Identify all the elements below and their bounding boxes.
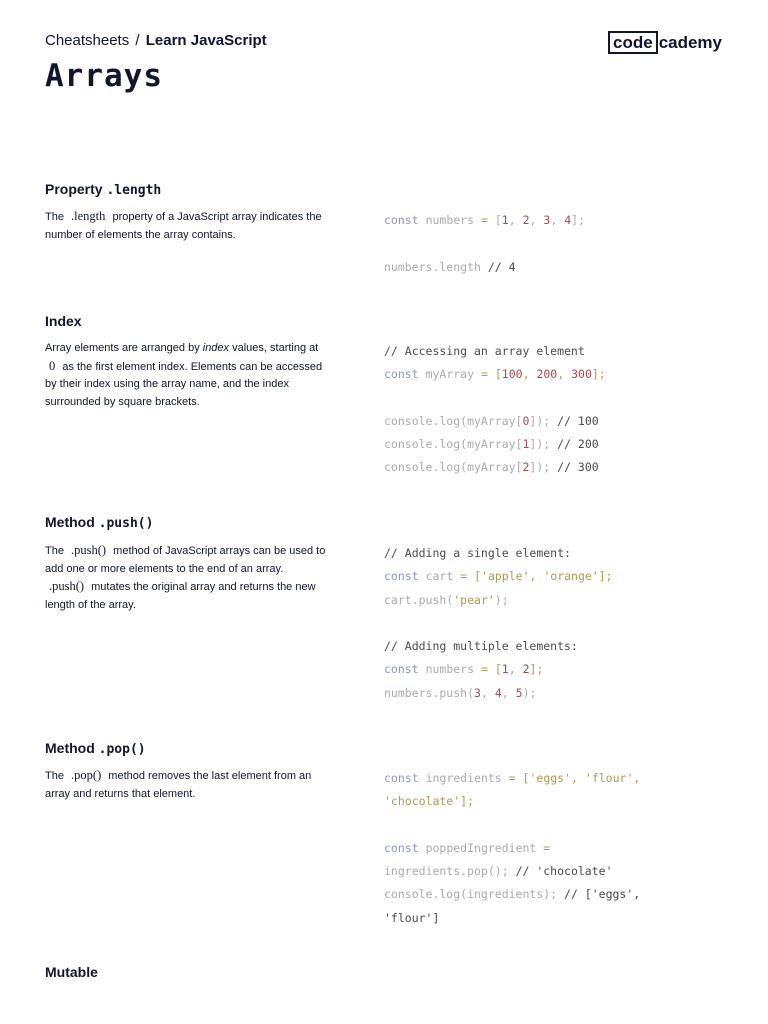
code-token: = xyxy=(508,771,516,785)
code-token: 1 xyxy=(501,662,509,677)
logo-box: code xyxy=(608,31,658,54)
code-token: 2 xyxy=(522,662,530,677)
code-token: , xyxy=(550,213,558,227)
code-token: 3 xyxy=(474,685,481,700)
code-token: 'eggs' xyxy=(529,771,572,785)
code-token: [ xyxy=(494,367,502,382)
section-title-prefix: Property xyxy=(45,181,103,197)
code-token: = xyxy=(480,662,488,677)
code-comment: // 200 xyxy=(557,437,599,452)
inline-code: 0 xyxy=(49,358,56,373)
code-token: = xyxy=(460,569,468,584)
desc-text: The xyxy=(45,211,64,223)
inline-code: .push() xyxy=(49,579,85,593)
code-token: 'pear' xyxy=(453,592,495,607)
desc-text: Array elements are arranged by xyxy=(45,342,200,354)
code-token: const xyxy=(384,662,419,677)
desc-text: values, starting at xyxy=(232,342,319,354)
code-comment: // Adding multiple elements: xyxy=(384,639,578,654)
page-title: Arrays xyxy=(45,58,163,94)
code-token: ]; xyxy=(598,569,613,584)
code-comment: // 'chocolate' xyxy=(515,864,613,879)
section-desc-index xyxy=(45,340,335,411)
inline-code: .length xyxy=(71,209,106,223)
code-token: const xyxy=(384,367,419,382)
desc-text: as the first element index. Elements can be accessed by their index using the array name, and the index surrounded by square brackets. xyxy=(45,360,323,408)
code-block-push xyxy=(384,542,613,705)
code-token: console.log(myArray[ xyxy=(384,460,523,475)
code-token: 3 xyxy=(543,213,551,227)
section-desc-length xyxy=(45,208,335,244)
code-token: 2 xyxy=(522,213,530,227)
code-token: poppedIngredient xyxy=(425,840,537,855)
desc-emphasis: index xyxy=(202,342,230,354)
code-token: = xyxy=(480,213,488,227)
code-token: const xyxy=(384,840,419,855)
code-token: 'chocolate' xyxy=(384,794,461,809)
code-token: = xyxy=(543,840,551,855)
code-token: , xyxy=(522,367,530,382)
section-title-push xyxy=(45,514,153,531)
section-title-prefix: Method xyxy=(45,514,95,530)
code-token: myArray xyxy=(425,367,475,382)
code-token: 200 xyxy=(536,367,558,382)
code-token: const xyxy=(384,213,419,227)
code-comment: // 300 xyxy=(557,460,599,475)
code-token: ]; xyxy=(460,794,475,809)
inline-code: .pop() xyxy=(71,768,102,782)
code-token: const xyxy=(384,771,419,785)
code-token: 2 xyxy=(522,460,530,475)
code-token: ingredients xyxy=(425,771,502,785)
code-token: console.log(myArray[ xyxy=(384,413,523,428)
code-block-pop xyxy=(384,767,640,930)
breadcrumb-current-link[interactable]: Learn JavaScript xyxy=(145,32,267,49)
codecademy-logo[interactable] xyxy=(608,31,722,54)
section-desc-pop xyxy=(45,767,335,803)
code-token: , xyxy=(633,771,641,785)
section-title-length xyxy=(45,181,161,198)
code-comment: // Adding a single element: xyxy=(384,546,571,560)
code-block-index xyxy=(384,340,606,480)
code-token: [ xyxy=(494,662,502,677)
code-token: 4 xyxy=(564,213,572,227)
code-token: cart xyxy=(425,569,454,584)
code-token: 'flour' xyxy=(584,771,634,785)
code-token: 100 xyxy=(501,367,523,382)
code-token: [ xyxy=(522,771,530,785)
code-token: ]); xyxy=(529,413,551,428)
code-block-length xyxy=(384,209,585,279)
code-token: ]); xyxy=(529,460,551,475)
code-token: const xyxy=(384,569,419,584)
desc-text: The xyxy=(45,545,64,557)
section-title-code: .push() xyxy=(98,516,154,531)
logo-text: cademy xyxy=(658,33,723,52)
section-desc-push xyxy=(45,542,335,614)
code-token: 1 xyxy=(501,213,509,227)
code-token: ingredients.pop(); xyxy=(384,864,509,879)
code-token: , xyxy=(508,662,516,677)
code-token: cart.push( xyxy=(384,592,454,607)
code-token: ]; xyxy=(591,367,606,382)
section-title-code: .pop() xyxy=(98,742,146,757)
code-token: numbers xyxy=(425,213,475,227)
code-token: 'apple' xyxy=(481,569,530,584)
code-token: [ xyxy=(474,569,482,584)
code-token: , xyxy=(529,569,537,584)
code-token: 0 xyxy=(522,413,530,428)
code-comment: // 100 xyxy=(557,413,599,428)
breadcrumb-separator: / xyxy=(135,32,140,49)
code-token: numbers xyxy=(425,662,475,677)
code-token: 'orange' xyxy=(543,569,599,584)
code-token: 4 xyxy=(494,685,502,700)
section-title-code: .length xyxy=(106,183,162,198)
inline-code: .push() xyxy=(71,543,107,557)
code-token: console.log(myArray[ xyxy=(384,437,523,452)
desc-text: method removes the last element from an array and returns that element. xyxy=(45,770,312,800)
section-title-prefix: Method xyxy=(45,740,95,756)
desc-text: The xyxy=(45,770,64,782)
code-token: , xyxy=(508,213,516,227)
code-token: , xyxy=(557,367,565,382)
code-token: ]); xyxy=(529,437,551,452)
code-token: console.log(ingredients); xyxy=(384,887,558,902)
desc-text: mutates the original array and returns the new length of the array. xyxy=(45,581,316,611)
code-token: 5 xyxy=(515,685,523,700)
code-token: [ xyxy=(494,213,502,227)
section-title-mutable: Mutable xyxy=(45,964,98,980)
code-comment: // Accessing an array element xyxy=(384,344,585,358)
breadcrumb-root-link[interactable]: Cheatsheets xyxy=(45,32,130,49)
desc-text: method of JavaScript arrays can be used to add one or more elements to the end of an array. xyxy=(45,545,326,575)
code-token: numbers.length xyxy=(384,259,481,274)
section-title-index: Index xyxy=(45,313,82,329)
code-token: 1 xyxy=(522,437,530,452)
breadcrumb xyxy=(45,32,267,49)
code-comment: 'flour'] xyxy=(384,910,440,925)
code-token: ]; xyxy=(571,213,586,227)
code-token: = xyxy=(480,367,488,382)
code-token: , xyxy=(571,771,578,785)
code-token: , xyxy=(480,685,488,700)
code-token: , xyxy=(529,213,537,227)
code-token: ); xyxy=(494,592,509,607)
code-token: ); xyxy=(522,685,537,700)
code-comment: // ['eggs', xyxy=(564,887,641,902)
code-token: , xyxy=(501,685,509,700)
section-title-pop xyxy=(45,740,146,757)
code-token: ]; xyxy=(529,662,544,677)
code-token: numbers.push( xyxy=(384,685,475,700)
desc-text: property of a JavaScript array indicates the number of elements the array contains. xyxy=(45,211,322,241)
code-token: 300 xyxy=(571,367,592,382)
code-comment: // 4 xyxy=(487,259,516,274)
